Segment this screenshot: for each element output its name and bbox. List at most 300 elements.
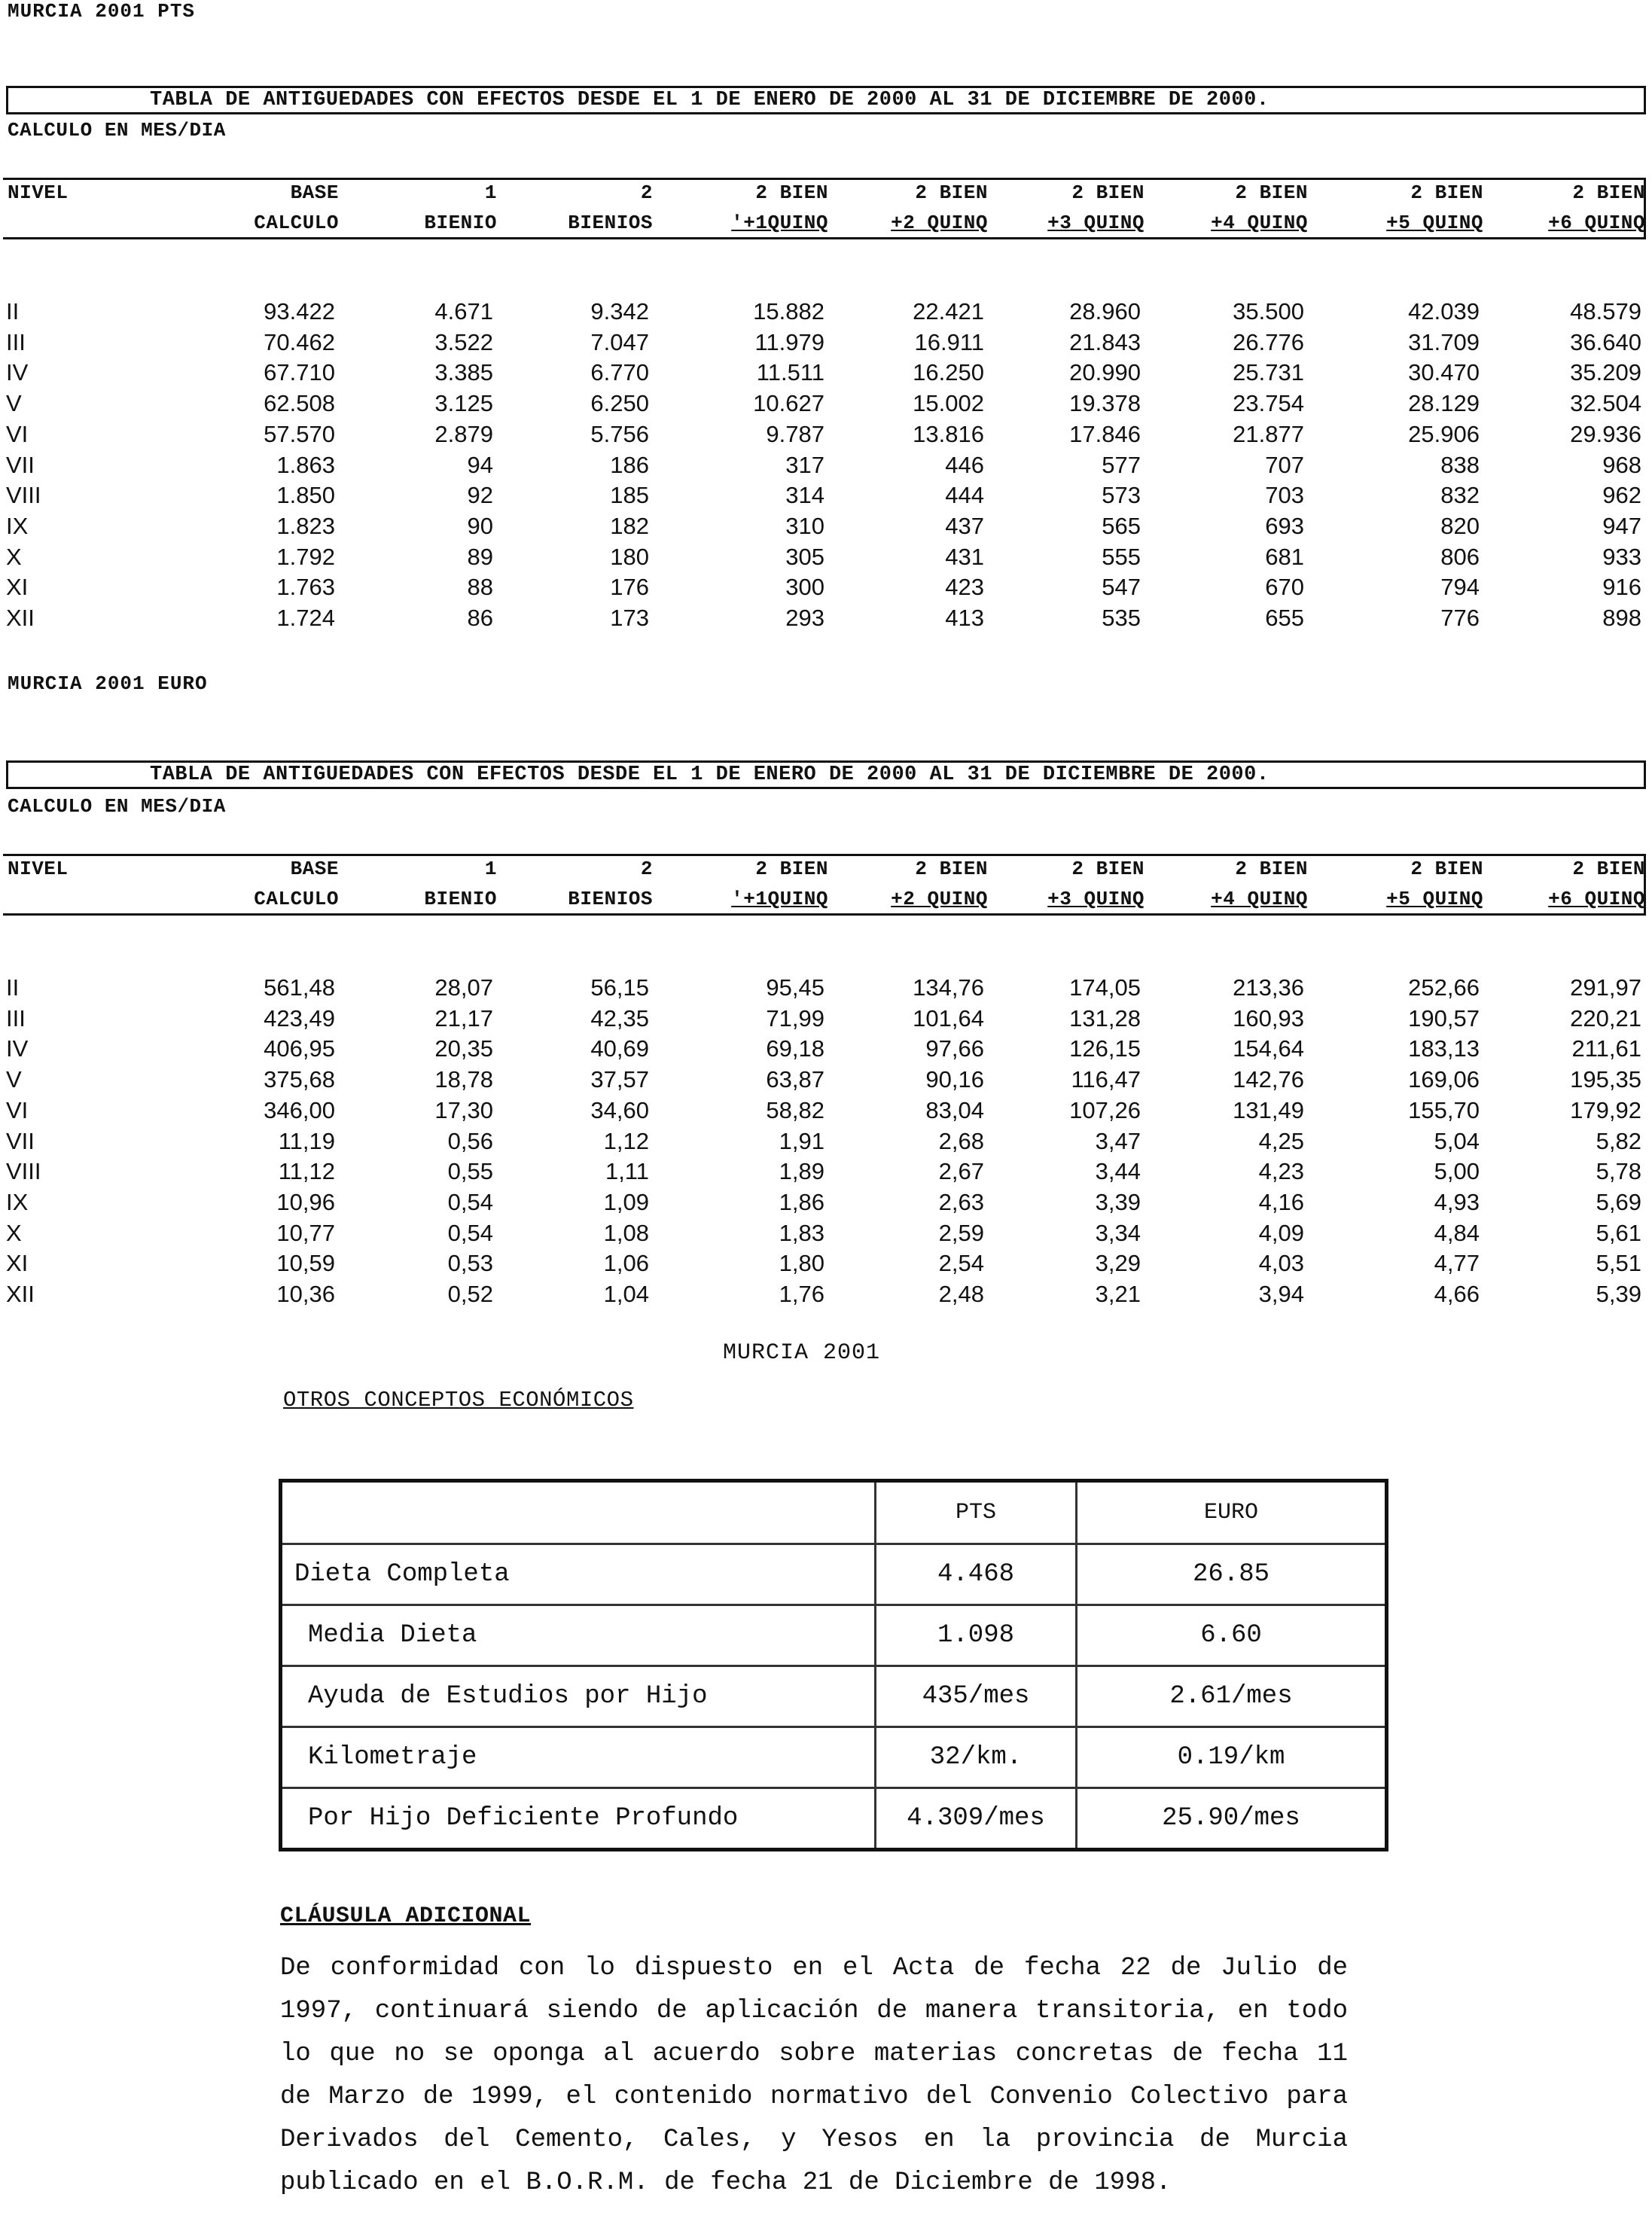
value-cell: 67.710 [264, 359, 335, 386]
table-row [281, 1727, 1387, 1788]
value-cell: 183,13 [1408, 1035, 1480, 1062]
table-row [0, 298, 1652, 328]
header-cell-top: 2 BIEN [1235, 858, 1308, 880]
value-cell: 22.421 [913, 298, 984, 325]
table-row [0, 421, 1652, 451]
otros-row-label: Ayuda de Estudios por Hijo [281, 1666, 876, 1727]
value-cell: 88 [467, 574, 493, 601]
value-cell: 56,15 [590, 974, 649, 1001]
value-cell: 6.250 [590, 390, 649, 417]
table-row [281, 1788, 1387, 1850]
value-cell: 577 [1102, 451, 1141, 478]
header-cell-bottom: BIENIOS [568, 212, 653, 234]
otros-center-title: MURCIA 2001 [723, 1340, 881, 1366]
value-cell: 13.816 [913, 420, 984, 447]
value-cell: 346,00 [264, 1096, 335, 1123]
value-cell: 2.879 [434, 420, 493, 447]
pts-table-header [3, 178, 1646, 239]
value-cell: 3,44 [1095, 1158, 1141, 1185]
value-cell: 131,28 [1069, 1004, 1141, 1032]
header-cell-top: BASE [290, 858, 339, 880]
otros-table-header-row [281, 1481, 1387, 1544]
value-cell: 195,35 [1570, 1066, 1641, 1093]
value-cell: 169,06 [1408, 1066, 1480, 1093]
value-cell: 5.756 [590, 420, 649, 447]
otros-row-euro: 26.85 [1077, 1544, 1387, 1605]
value-cell: 0,53 [447, 1250, 493, 1277]
value-cell: 180 [610, 543, 649, 570]
value-cell: 21.877 [1233, 420, 1304, 447]
value-cell: 30.470 [1408, 359, 1480, 386]
value-cell: 555 [1102, 543, 1141, 570]
value-cell: 820 [1440, 512, 1480, 539]
value-cell: 11,12 [278, 1158, 335, 1185]
table-row [0, 974, 1652, 1004]
value-cell: 3,47 [1095, 1127, 1141, 1154]
value-cell: 2,68 [938, 1127, 984, 1154]
value-cell: 154,64 [1233, 1035, 1304, 1062]
value-cell: 97,66 [925, 1035, 984, 1062]
value-cell: 898 [1602, 605, 1641, 631]
header-cell-top: 2 BIEN [1572, 858, 1645, 880]
value-cell: 3.522 [434, 328, 493, 355]
value-cell: 92 [467, 482, 493, 509]
value-cell: 1,04 [603, 1281, 649, 1307]
otros-row-euro: 0.19/km [1077, 1727, 1387, 1788]
value-cell: 1.823 [276, 512, 335, 539]
value-cell: 3,21 [1095, 1281, 1141, 1307]
value-cell: 1,80 [779, 1250, 824, 1277]
value-cell: 4.671 [434, 298, 493, 325]
value-cell: 10,77 [276, 1219, 335, 1246]
value-cell: 5,39 [1596, 1281, 1641, 1307]
value-cell: 4,25 [1258, 1127, 1304, 1154]
header-cell-bottom: +5 QUINQ [1386, 212, 1483, 234]
table-row [0, 359, 1652, 389]
table-row [281, 1666, 1387, 1727]
value-cell: 42.039 [1408, 298, 1480, 325]
table-row [0, 1005, 1652, 1035]
value-cell: 375,68 [264, 1066, 335, 1093]
value-cell: 21.843 [1069, 328, 1141, 355]
otros-row-label: Media Dieta [281, 1605, 876, 1666]
value-cell: 57.570 [264, 420, 335, 447]
value-cell: 3.385 [434, 359, 493, 386]
value-cell: 916 [1602, 574, 1641, 601]
value-cell: 28.129 [1408, 390, 1480, 417]
value-cell: 947 [1602, 512, 1641, 539]
value-cell: 28.960 [1069, 298, 1141, 325]
value-cell: 134,76 [913, 974, 984, 1001]
euro-section-title: MURCIA 2001 EURO [8, 672, 208, 695]
pts-section-title: MURCIA 2001 PTS [8, 0, 196, 23]
value-cell: 1,89 [779, 1158, 824, 1185]
table-row [0, 329, 1652, 359]
value-cell: 142,76 [1233, 1066, 1304, 1093]
nivel-cell: II [6, 298, 20, 325]
value-cell: 4,23 [1258, 1158, 1304, 1185]
header-cell-bottom: +4 QUINQ [1211, 888, 1308, 910]
value-cell: 5,78 [1596, 1158, 1641, 1185]
otros-row-euro: 25.90/mes [1077, 1788, 1387, 1850]
value-cell: 933 [1602, 543, 1641, 570]
value-cell: 173 [610, 605, 649, 631]
value-cell: 1.863 [276, 451, 335, 478]
value-cell: 5,51 [1596, 1250, 1641, 1277]
value-cell: 1,11 [605, 1158, 649, 1185]
value-cell: 26.776 [1233, 328, 1304, 355]
value-cell: 6.770 [590, 359, 649, 386]
value-cell: 2,67 [938, 1158, 984, 1185]
header-cell-top: 2 [640, 181, 653, 204]
header-cell-top: 2 BIEN [1071, 858, 1145, 880]
value-cell: 220,21 [1570, 1004, 1641, 1032]
header-cell-top: BASE [290, 181, 339, 204]
euro-table-header [3, 854, 1646, 916]
otros-row-pts: 4.309/mes [876, 1788, 1077, 1850]
value-cell: 423 [945, 574, 984, 601]
value-cell: 4,93 [1434, 1188, 1480, 1215]
value-cell: 10.627 [753, 390, 824, 417]
value-cell: 15.882 [753, 298, 824, 325]
table-row [0, 605, 1652, 635]
value-cell: 10,96 [276, 1188, 335, 1215]
value-cell: 3.125 [434, 390, 493, 417]
table-row [0, 1281, 1652, 1311]
otros-heading: OTROS CONCEPTOS ECONÓMICOS [283, 1388, 634, 1413]
value-cell: 126,15 [1069, 1035, 1141, 1062]
header-cell-bottom: +6 QUINQ [1548, 212, 1645, 234]
value-cell: 17,30 [434, 1096, 493, 1123]
table-row [0, 544, 1652, 574]
value-cell: 86 [467, 605, 493, 631]
header-cell-bottom: CALCULO [254, 212, 339, 234]
nivel-cell: XI [6, 574, 29, 601]
otros-row-pts: 32/km. [876, 1727, 1077, 1788]
euro-calc-label: CALCULO EN MES/DIA [8, 795, 226, 818]
value-cell: 95,45 [766, 974, 824, 1001]
value-cell: 4,77 [1434, 1250, 1480, 1277]
nivel-cell: II [6, 974, 20, 1001]
value-cell: 9.342 [590, 298, 649, 325]
value-cell: 1,06 [603, 1250, 649, 1277]
header-cell-bottom: +3 QUINQ [1047, 212, 1145, 234]
value-cell: 20.990 [1069, 359, 1141, 386]
value-cell: 90 [467, 512, 493, 539]
table-row [0, 574, 1652, 604]
nivel-cell: VII [6, 1127, 35, 1154]
value-cell: 15.002 [913, 390, 984, 417]
value-cell: 174,05 [1069, 974, 1141, 1001]
value-cell: 573 [1102, 482, 1141, 509]
value-cell: 32.504 [1570, 390, 1641, 417]
nivel-cell: VIII [6, 1158, 41, 1185]
value-cell: 0,54 [447, 1219, 493, 1246]
value-cell: 37,57 [590, 1066, 649, 1093]
value-cell: 3,39 [1095, 1188, 1141, 1215]
value-cell: 293 [785, 605, 824, 631]
nivel-cell: VIII [6, 482, 41, 509]
value-cell: 63,87 [766, 1066, 824, 1093]
value-cell: 565 [1102, 512, 1141, 539]
value-cell: 17.846 [1069, 420, 1141, 447]
otros-row-pts: 435/mes [876, 1666, 1077, 1727]
nivel-cell: IV [6, 359, 29, 386]
nivel-cell: V [6, 390, 22, 417]
value-cell: 2,54 [938, 1250, 984, 1277]
table-row [0, 513, 1652, 543]
value-cell: 252,66 [1408, 974, 1480, 1001]
value-cell: 838 [1440, 451, 1480, 478]
value-cell: 179,92 [1570, 1096, 1641, 1123]
table-row [0, 452, 1652, 482]
header-cell-top: NIVEL [8, 858, 69, 880]
value-cell: 58,82 [766, 1096, 824, 1123]
header-cell-top: 2 [640, 858, 653, 880]
header-cell-bottom: CALCULO [254, 888, 339, 910]
pts-calc-label: CALCULO EN MES/DIA [8, 119, 226, 142]
value-cell: 5,82 [1596, 1127, 1641, 1154]
header-cell-top: 2 BIEN [1572, 181, 1645, 204]
value-cell: 707 [1265, 451, 1304, 478]
table-row [0, 1158, 1652, 1188]
value-cell: 3,29 [1095, 1250, 1141, 1277]
nivel-cell: V [6, 1066, 22, 1093]
value-cell: 2,59 [938, 1219, 984, 1246]
header-cell-top: 2 BIEN [1410, 181, 1483, 204]
otros-row-label: Dieta Completa [281, 1544, 876, 1605]
value-cell: 16.250 [913, 359, 984, 386]
value-cell: 0,54 [447, 1188, 493, 1215]
value-cell: 28,07 [434, 974, 493, 1001]
otros-row-pts: 1.098 [876, 1605, 1077, 1666]
clausula-paragraph: De conformidad con lo dispuesto en el Acta de fecha 22 de Julio de 1997, continuará siendo de aplicación de manera transitoria, en todo lo que no se oponga al acuerdo sobre materias concretas de fecha 11 de Marzo de 1999, el contenido normativo del Convenio Colectivo para Derivados del Cemento, Cales, y Yesos en la provincia de Murcia publicado en el B.O.R.M. de fecha 21 de Diciembre de 1998. [280, 1954, 1348, 2197]
nivel-cell: VI [6, 420, 29, 447]
value-cell: 1,86 [779, 1188, 824, 1215]
value-cell: 90,16 [925, 1066, 984, 1093]
otros-row-pts: 4.468 [876, 1544, 1077, 1605]
value-cell: 160,93 [1233, 1004, 1304, 1032]
otros-header-pts: PTS [876, 1481, 1077, 1544]
value-cell: 211,61 [1571, 1035, 1641, 1062]
value-cell: 89 [467, 543, 493, 570]
clausula-heading: CLÁUSULA ADICIONAL [280, 1903, 532, 1929]
header-cell-bottom: +2 QUINQ [891, 212, 988, 234]
value-cell: 437 [945, 512, 984, 539]
header-cell-top: 1 [484, 181, 497, 204]
value-cell: 1,12 [603, 1127, 649, 1154]
value-cell: 693 [1265, 512, 1304, 539]
value-cell: 561,48 [264, 974, 335, 1001]
value-cell: 806 [1440, 543, 1480, 570]
table-row [281, 1544, 1387, 1605]
value-cell: 547 [1102, 574, 1141, 601]
value-cell: 35.500 [1233, 298, 1304, 325]
table-row [281, 1605, 1387, 1666]
value-cell: 5,00 [1434, 1158, 1480, 1185]
value-cell: 1,08 [603, 1219, 649, 1246]
nivel-cell: VI [6, 1096, 29, 1123]
value-cell: 176 [610, 574, 649, 601]
otros-header-euro: EURO [1077, 1481, 1387, 1544]
value-cell: 2,63 [938, 1188, 984, 1215]
otros-row-label: Kilometraje [281, 1727, 876, 1788]
nivel-cell: VII [6, 451, 35, 478]
value-cell: 42,35 [590, 1004, 649, 1032]
value-cell: 962 [1602, 482, 1641, 509]
value-cell: 36.640 [1570, 328, 1641, 355]
value-cell: 21,17 [434, 1004, 493, 1032]
pts-table-banner: TABLA DE ANTIGUEDADES CON EFECTOS DESDE EL 1 DE ENERO DE 2000 AL 31 DE DICIEMBRE DE 2000. [6, 86, 1646, 114]
value-cell: 40,69 [590, 1035, 649, 1062]
table-row [0, 1250, 1652, 1280]
otros-row-label: Por Hijo Deficiente Profundo [281, 1788, 876, 1850]
header-cell-top: 2 BIEN [915, 858, 988, 880]
value-cell: 5,69 [1596, 1188, 1641, 1215]
header-cell-bottom: BIENIO [424, 212, 497, 234]
value-cell: 1.792 [276, 543, 335, 570]
value-cell: 4,03 [1258, 1250, 1304, 1277]
header-cell-top: 2 BIEN [1410, 858, 1483, 880]
value-cell: 4,84 [1434, 1219, 1480, 1246]
value-cell: 69,18 [766, 1035, 824, 1062]
value-cell: 0,55 [447, 1158, 493, 1185]
value-cell: 19.378 [1069, 390, 1141, 417]
value-cell: 93.422 [264, 298, 335, 325]
euro-table-banner: TABLA DE ANTIGUEDADES CON EFECTOS DESDE EL 1 DE ENERO DE 2000 AL 31 DE DICIEMBRE DE 2000. [6, 760, 1646, 789]
value-cell: 62.508 [264, 390, 335, 417]
value-cell: 116,47 [1071, 1066, 1141, 1093]
value-cell: 2,48 [938, 1281, 984, 1307]
table-row [0, 1128, 1652, 1158]
value-cell: 10,36 [276, 1281, 335, 1307]
header-cell-bottom: +6 QUINQ [1548, 888, 1645, 910]
value-cell: 291,97 [1570, 974, 1641, 1001]
value-cell: 5,04 [1434, 1127, 1480, 1154]
header-cell-bottom: '+1QUINQ [731, 212, 828, 234]
nivel-cell: IX [6, 512, 29, 539]
value-cell: 34,60 [590, 1096, 649, 1123]
value-cell: 681 [1265, 543, 1304, 570]
header-cell-bottom: '+1QUINQ [731, 888, 828, 910]
value-cell: 413 [945, 605, 984, 631]
value-cell: 18,78 [434, 1066, 493, 1093]
nivel-cell: IV [6, 1035, 29, 1062]
nivel-cell: XII [6, 605, 35, 631]
value-cell: 300 [785, 574, 824, 601]
header-cell-bottom: +2 QUINQ [891, 888, 988, 910]
value-cell: 317 [785, 451, 824, 478]
value-cell: 10,59 [276, 1250, 335, 1277]
value-cell: 444 [945, 482, 984, 509]
value-cell: 832 [1440, 482, 1480, 509]
value-cell: 213,36 [1233, 974, 1304, 1001]
value-cell: 29.936 [1570, 420, 1641, 447]
value-cell: 535 [1102, 605, 1141, 631]
value-cell: 4,66 [1434, 1281, 1480, 1307]
otros-row-euro: 2.61/mes [1077, 1666, 1387, 1727]
value-cell: 794 [1440, 574, 1480, 601]
nivel-cell: X [6, 543, 22, 570]
value-cell: 655 [1265, 605, 1304, 631]
value-cell: 182 [610, 512, 649, 539]
value-cell: 131,49 [1233, 1096, 1304, 1123]
value-cell: 71,99 [766, 1004, 824, 1032]
value-cell: 35.209 [1570, 359, 1641, 386]
value-cell: 107,26 [1069, 1096, 1141, 1123]
value-cell: 94 [467, 451, 493, 478]
value-cell: 101,64 [913, 1004, 984, 1032]
value-cell: 431 [945, 543, 984, 570]
value-cell: 305 [785, 543, 824, 570]
value-cell: 5,61 [1596, 1219, 1641, 1246]
table-row [0, 1066, 1652, 1096]
value-cell: 11.511 [756, 359, 824, 386]
value-cell: 968 [1602, 451, 1641, 478]
header-cell-top: 2 BIEN [915, 181, 988, 204]
header-cell-bottom: +4 QUINQ [1211, 212, 1308, 234]
value-cell: 1,76 [779, 1281, 824, 1307]
header-cell-bottom: BIENIO [424, 888, 497, 910]
value-cell: 23.754 [1233, 390, 1304, 417]
nivel-cell: XI [6, 1250, 29, 1277]
value-cell: 48.579 [1570, 298, 1641, 325]
value-cell: 31.709 [1408, 328, 1480, 355]
value-cell: 9.787 [766, 420, 824, 447]
table-row [0, 390, 1652, 420]
header-cell-bottom: BIENIOS [568, 888, 653, 910]
value-cell: 446 [945, 451, 984, 478]
value-cell: 0,52 [447, 1281, 493, 1307]
table-row [0, 1189, 1652, 1219]
value-cell: 11.979 [754, 328, 824, 355]
header-cell-top: NIVEL [8, 181, 69, 204]
nivel-cell: IX [6, 1188, 29, 1215]
nivel-cell: X [6, 1219, 22, 1246]
header-cell-top: 2 BIEN [1071, 181, 1145, 204]
header-cell-bottom: +3 QUINQ [1047, 888, 1145, 910]
header-cell-top: 1 [484, 858, 497, 880]
value-cell: 25.731 [1233, 359, 1304, 386]
otros-row-euro: 6.60 [1077, 1605, 1387, 1666]
value-cell: 4,09 [1258, 1219, 1304, 1246]
value-cell: 7.047 [590, 328, 649, 355]
header-cell-top: 2 BIEN [1235, 181, 1308, 204]
value-cell: 1.724 [276, 605, 335, 631]
value-cell: 16.911 [914, 328, 984, 355]
table-row [0, 1220, 1652, 1250]
value-cell: 11,19 [278, 1127, 335, 1154]
value-cell: 1,09 [603, 1188, 649, 1215]
nivel-cell: III [6, 328, 26, 355]
value-cell: 310 [785, 512, 824, 539]
otros-conceptos-table [279, 1479, 1388, 1851]
value-cell: 670 [1265, 574, 1304, 601]
value-cell: 1.763 [276, 574, 335, 601]
value-cell: 1.850 [276, 482, 335, 509]
value-cell: 3,94 [1258, 1281, 1304, 1307]
value-cell: 4,16 [1258, 1188, 1304, 1215]
value-cell: 423,49 [264, 1004, 335, 1032]
value-cell: 190,57 [1408, 1004, 1480, 1032]
table-row [0, 1035, 1652, 1065]
value-cell: 20,35 [434, 1035, 493, 1062]
nivel-cell: III [6, 1004, 26, 1032]
value-cell: 70.462 [264, 328, 335, 355]
nivel-cell: XII [6, 1281, 35, 1307]
value-cell: 186 [610, 451, 649, 478]
value-cell: 185 [610, 482, 649, 509]
